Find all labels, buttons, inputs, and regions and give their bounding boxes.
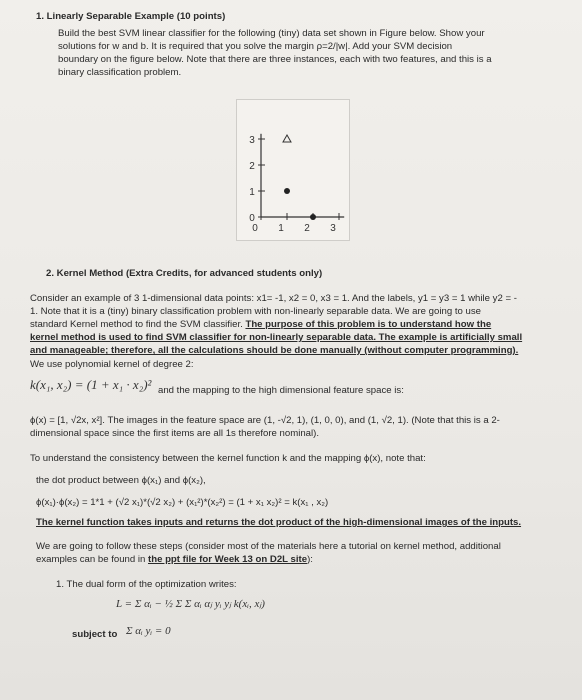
step-1: 1. The dual form of the optimization writes:: [56, 579, 237, 590]
q1-line-2: solutions for w and b. It is required that you solve the margin ρ=2/|w|. Add your SVM decision: [58, 41, 453, 52]
q2-purpose-a: The purpose of this problem is to understand how the: [245, 319, 492, 330]
q2-heading: 2. Kernel Method (Extra Credits, for advanced students only): [46, 268, 323, 279]
q1-line-3: boundary on the figure below. Note that there are three instances, each with two features, and this is a: [58, 54, 492, 65]
q2-purpose-c: and manageable; therefore, all the calculations should be done manually (without computer programming).: [30, 345, 519, 356]
scatter-figure: [236, 99, 350, 241]
q1-heading: 1. Linearly Separable Example (10 points): [36, 11, 226, 22]
dual-formula: L = Σ αᵢ − ½ Σ Σ αᵢ αⱼ yᵢ yⱼ k(xᵢ, xⱼ): [116, 598, 265, 610]
dot-product-text: the dot product between ϕ(x₁) and ϕ(x₂),: [36, 475, 206, 486]
q2-intro-2: 1. Note that it is a (tiny) binary classification problem with non-linearly separable data. We are going to use: [30, 306, 481, 317]
phi-line-1: ϕ(x) = [1, √2x, x²]. The images in the feature space are (1, -√2, 1), (1, 0, 0), and (1, √2, 1). (Note that this is a 2-: [30, 415, 500, 426]
steps-prefix: examples can be found in: [36, 554, 149, 565]
constraint-formula: Σ αᵢ yᵢ = 0: [126, 625, 171, 637]
consistency-text: To understand the consistency between the kernel function k and the mapping ϕ(x), note that:: [30, 453, 426, 464]
triangle-point: [283, 135, 291, 142]
dot-point: [310, 214, 316, 220]
expansion-formula: ϕ(x₁)·ϕ(x₂) = 1*1 + (√2 x₁)*(√2 x₂) + (x₁²)*(x₂²) = (1 + x₁ x₂)² = k(x₁ , x₂): [36, 497, 329, 508]
y-tick-label: 3: [249, 135, 255, 146]
q1-line-1: Build the best SVM linear classifier for the following (tiny) data set shown in Figure below. Show your: [58, 28, 485, 39]
phi-line-2: dimensional space since the first items are all 1s therefore nominal).: [30, 428, 320, 439]
q1-line-4: binary classification problem.: [58, 67, 182, 78]
y-tick-label: 0: [249, 213, 255, 224]
x-tick-label: 1: [278, 223, 284, 234]
ppt-file-link[interactable]: the ppt file for Week 13 on D2L site: [148, 554, 308, 565]
q2-intro-3: standard Kernel method to find the SVM classifier.: [30, 319, 243, 330]
steps-suffix: ):: [307, 554, 313, 565]
kernel-tail: and the mapping to the high dimensional feature space is:: [158, 385, 404, 396]
y-tick-label: 2: [249, 161, 255, 172]
x-tick-label: 2: [304, 223, 310, 234]
kernel-formula: k(x₁, x₂) = (1 + x₁ · x₂)²: [30, 377, 152, 392]
steps-line-2: [36, 553, 313, 566]
x-tick-label: 3: [330, 223, 336, 234]
subject-to-label: subject to: [72, 629, 118, 640]
x-tick-label: 0: [252, 223, 258, 234]
q2-kernel-intro: We use polynomial kernel of degree 2:: [30, 359, 194, 370]
q2-intro-1: Consider an example of 3 1-dimensional data points: x1= -1, x2 = 0, x3 = 1. And the labels, y1 = y3 = 1 while y2 = -: [30, 293, 517, 304]
kernel-takes-text: The kernel function takes inputs and returns the dot product of the high-dimensional images of the inputs.: [36, 517, 522, 528]
q2-purpose-b: kernel method is used to find SVM classifier for non-linearly separable data. The example is artificially small: [30, 332, 523, 343]
q2-intro-3-row: [30, 318, 491, 331]
steps-line-1: We are going to follow these steps (consider most of the materials here a tutorial on kernel method, additional: [36, 541, 501, 552]
dot-point: [284, 188, 290, 194]
y-tick-label: 1: [249, 187, 255, 198]
